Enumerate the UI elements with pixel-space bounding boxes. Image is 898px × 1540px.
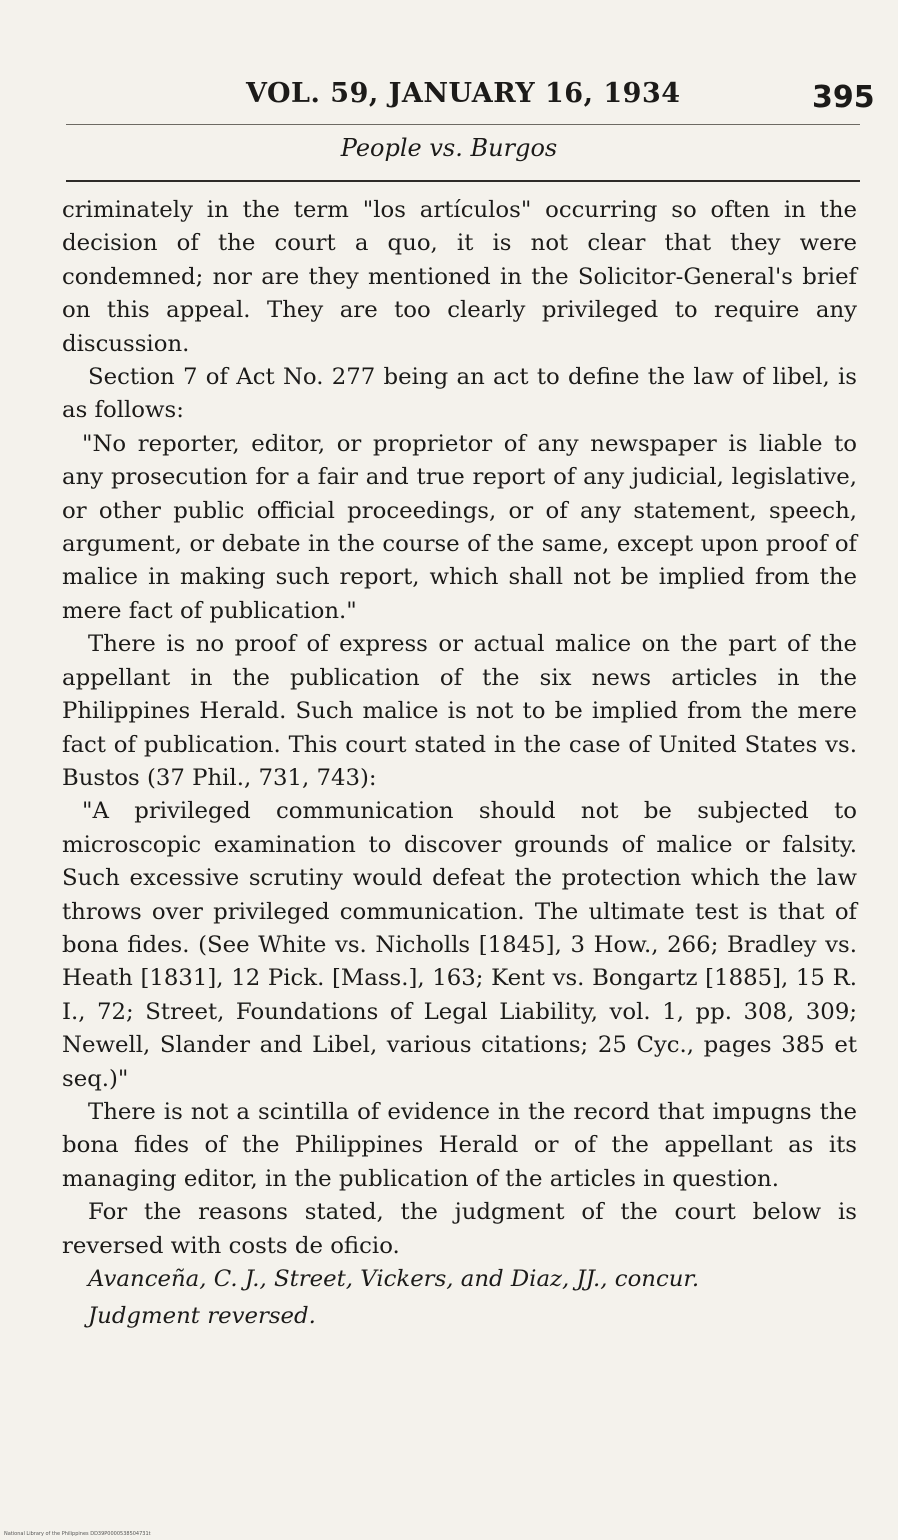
paragraph-2: Section 7 of Act No. 277 being an act to define the law of libel, is as follows:	[62, 364, 857, 424]
paragraph-3: There is no proof of express or actual malice on the part of the appellant in the publication of the six news articles in the Philippines Herald. Such malice is not to be implied from the mere fact of publication. This court stated in the case of United States vs. Bustos (37 Phil., 731, 743):	[62, 631, 857, 791]
header-rule	[66, 124, 860, 125]
disposition-line: Judgment reversed.	[88, 1303, 316, 1330]
concurrence-line: Avanceña, C. J., Street, Vickers, and Diaz, JJ., concur.	[88, 1266, 700, 1292]
title-rule	[66, 180, 860, 182]
body-text	[62, 194, 857, 1334]
paragraph-5: For the reasons stated, the judgment of the court below is reversed with costs de oficio.	[62, 1199, 857, 1259]
paragraph-4: There is not a scintilla of evidence in the record that impugns the bona fides of the Philippines Herald or of the appellant as its managing editor, in the publication of the articles in question.	[62, 1098, 857, 1192]
quotation-2: "A privileged communication should not be subjected to microscopic examination to discover grounds of malice or falsity. Such excessive scrutiny would defeat the protection which the law throws over privileged communication. The ultimate test is that of bona fides. (See White vs. Nicholls [1845], 3 How., 266; Bradley vs. Heath [1831], 12 Pick. [Mass.], 163; Kent vs. Bongartz [1885], 15 R. I., 72; Street, Foundations of Legal Liability, vol. 1, pp. 308, 309; Newell, Slander and Libel, various citations; 25 Cyc., pages 385 et seq.)"	[62, 798, 857, 1092]
scan-credit: National Library of the Philippines DD39P0000538504731t	[4, 1531, 151, 1537]
paragraph-1: criminately in the term "los artículos" occurring so often in the decision of the court a quo, it is not clear that they were condemned; nor are they mentioned in the Solicitor-General's brief on this appeal. They are too clearly privileged to require any discussion.	[62, 197, 857, 357]
page-number: 395	[812, 80, 875, 115]
running-header: VOL. 59, JANUARY 16, 1934	[246, 78, 681, 109]
quotation-1: "No reporter, editor, or proprietor of any newspaper is liable to any prosecution for a fair and true report of any judicial, legislative, or other public official proceedings, or of any statement, speech, argument, or debate in the course of the same, except upon proof of malice in making such report, which shall not be implied from the mere fact of publication."	[62, 430, 857, 624]
case-title: People vs. Burgos	[340, 134, 558, 162]
